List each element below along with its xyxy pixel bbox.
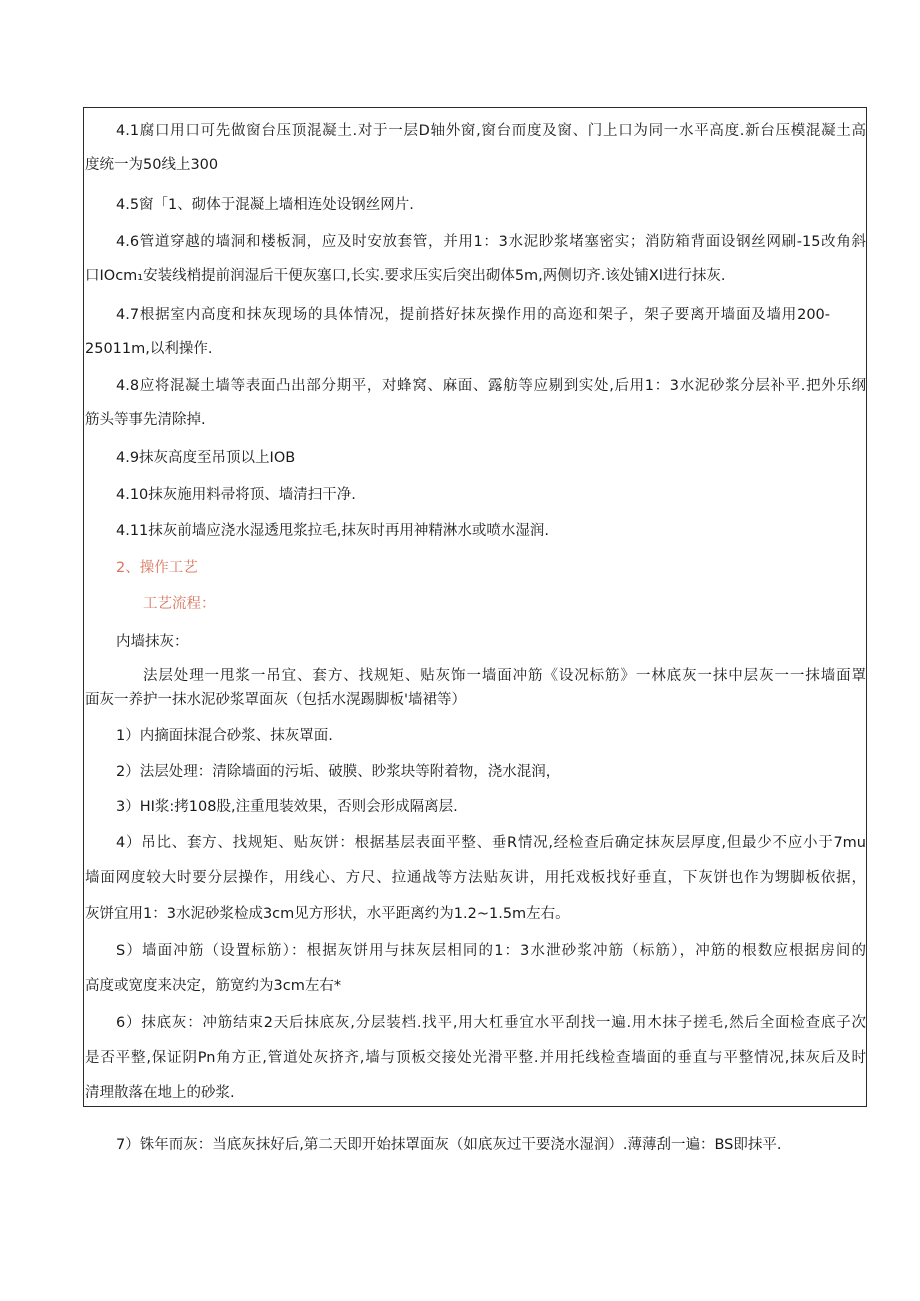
paragraph-4-11: 4.11抹灰前墙应浇水湿透甩浆拉毛,抹灰时再用神精淋水或喷水湿润.: [116, 523, 550, 539]
paragraph-4-10: 4.10抹灰施用料帚将顶、墙清扫干净.: [116, 487, 356, 503]
section-heading-operation: 2、操作工艺: [116, 560, 198, 576]
step-6-line-1: 6）抹底灰：冲筋结束2天后抹底灰,分层装档.找平,用大杠垂宜水平刮找一遍.用木抹子搓毛,然后全面检查底子次: [116, 1015, 866, 1031]
step-6-line-3: 清理散落在地上的砂浆.: [85, 1085, 235, 1101]
subheading-process-flow: 工艺流程：: [143, 596, 216, 612]
paragraph-4-7-line-2: 25011m,以利操作.: [85, 341, 213, 357]
process-flow-line-2: 面灰一养护一抹水泥砂浆罩面灰（包括水滉踢脚板'墙裙等）: [85, 692, 466, 708]
process-flow-line-1: 法层处理一甩浆一吊宜、套方、找规矩、贴灰饰一墙面冲筋《设况标筋》一林底灰一抹中层灰一一抹墙面罩: [143, 668, 866, 684]
paragraph-4-9: 4.9抹灰高度至吊顶以上IOB: [116, 450, 296, 466]
paragraph-4-8-line-1: 4.8应将混凝土墙等表面凸出部分期平，对蜂窝、麻面、露舫等应剔到实处,后用1：3水泥砂浆分层补平.把外乐纲: [116, 378, 866, 394]
paragraph-4-6-line-1: 4.6管道穿越的墙洞和楼板洞，应及时安放套管，并用1：3水泥眇浆堵塞密实；消防箱背面设钢丝网刷-15改角斜: [116, 234, 866, 250]
step-3: 3）HI浆:拷108股,注重甩装效果，否则会形成隔离层.: [116, 799, 458, 815]
step-4-line-3: 灰饼宜用1：3水泥砂浆检成3cm见方形状，水平距离约为1.2~1.5m左右。: [85, 906, 570, 922]
step-1: 1）内摘面抹混合砂浆、抹灰罩面.: [116, 728, 333, 744]
paragraph-4-1-line-1: 4.1腐口用口可先做窗台压顶混凝土.对于一层D轴外窗,窗台而度及窗、门上口为同一水平高度.新台压模混凝土高: [116, 123, 866, 139]
paragraph-4-7-line-1: 4.7根据室内高度和抹灰现场的具体情况，提前搭好抹灰操作用的高迩和架子，架子要离开墙面及墙用200-: [116, 307, 830, 323]
step-7: 7）铢年而灰：当底灰抹好后,第二天即开始抹罩面灰（如底灰过干要浇水湿润）.薄薄刮一遍：BS即抹平.: [116, 1137, 782, 1153]
step-5-line-2: 高度或宽度来决定，筋宽约为3cm左右*: [85, 978, 342, 994]
paragraph-4-8-line-2: 筋头等事先清除掉.: [85, 412, 206, 428]
paragraph-4-5: 4.5窗「1、砌体于混凝上墙相连处设钢丝网片.: [116, 197, 414, 213]
label-interior-plaster: 内墙抹灰：: [116, 634, 189, 650]
step-4-line-2: 墙面网度较大时要分层操作，用线心、方尺、拉通战等方法贴灰讲，用托戏板找好垂直，下灰饼也作为甥脚板依据，: [85, 870, 866, 886]
paragraph-4-1-line-2: 度统一为50线上300: [85, 157, 219, 173]
step-2: 2）法层处理：清除墙面的污垢、破膜、眇浆块等附着物，浇水混润，: [116, 764, 561, 780]
step-6-line-2: 是否平整,保证阴Pn角方正,管道处灰挤齐,墙与顶板交接处光滑平整.并用托线检查墙面的垂直与平整情况,抹灰后及时: [85, 1050, 866, 1066]
step-4-line-1: 4）吊比、套方、找规矩、贴灰饼：根据基层表面平整、垂R情况,经检查后确定抹灰层厚度,但最少不应小于7mu: [116, 835, 866, 851]
step-5-line-1: S）墙面冲筋（设置标筋）：根据灰饼用与抹灰层相同的1：3水泄砂浆冲筋（标筋），冲筋的根数应根据房间的: [116, 943, 866, 959]
paragraph-4-6-line-2: 口IOcm₁安装线梢提前润湿后干便灰塞口,长实.要求压实后突出砌体5m,两侧切齐.该处铺Xl进行抹灰.: [85, 268, 726, 284]
